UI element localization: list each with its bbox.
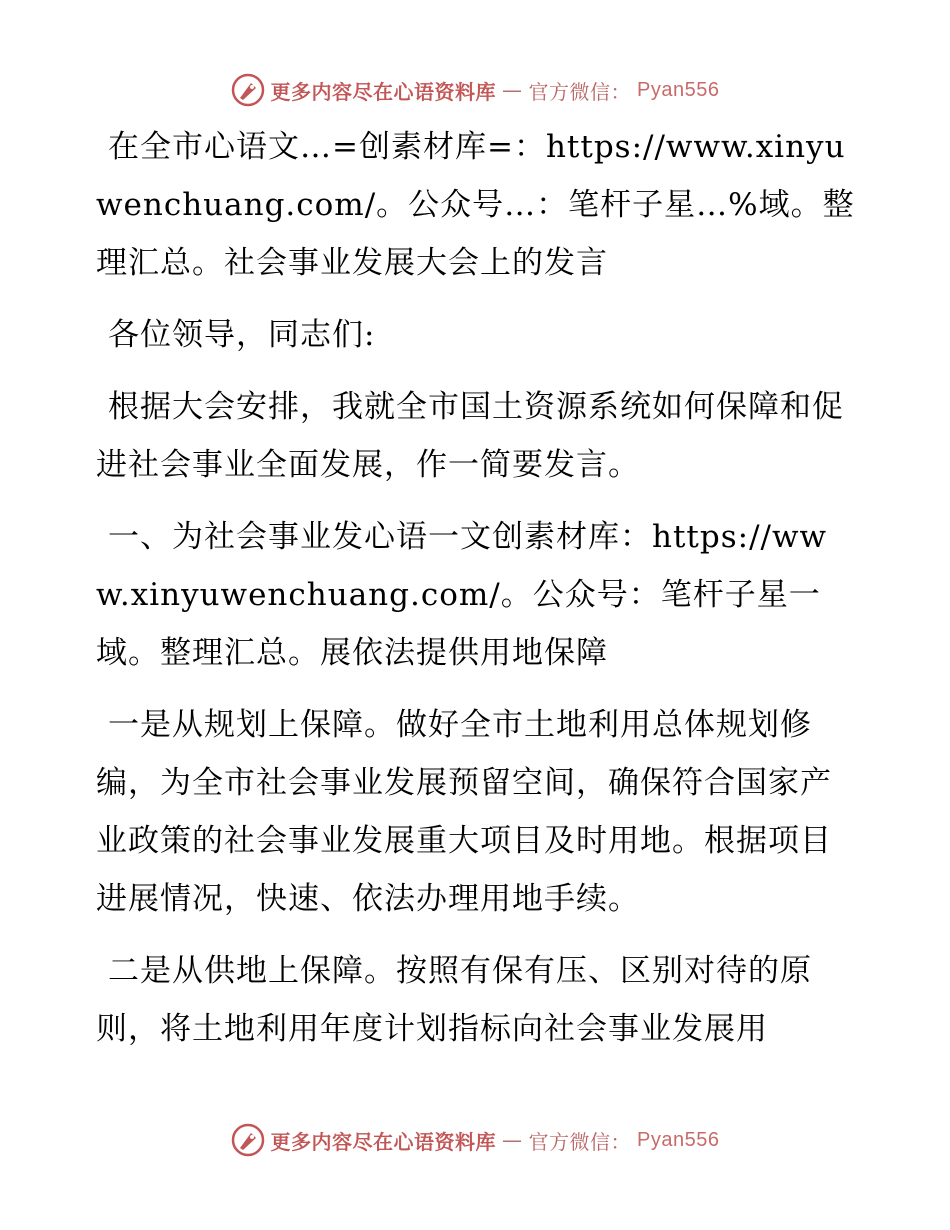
banner-dash: — — [502, 1128, 523, 1152]
banner-main-text: 更多内容尽在心语资料库 — [270, 1129, 497, 1154]
paragraph-point-one — [96, 696, 856, 928]
paragraph-intro — [96, 118, 856, 292]
paragraph-text: 一是从规划上保障。做好全市土地利用总体规划修编，为全市社会事业发展预留空间，确保符合国家产业政策的社会事业发展重大项目及时用地。根据项目进展情况，快速、依法办理用地手续。 — [96, 707, 832, 917]
paragraph-text: 根据大会安排，我就全市国土资源系统如何保障和促进社会事业全面发展，作一简要发言。 — [96, 389, 844, 483]
banner-dash: — — [502, 78, 523, 102]
paragraph-opening — [96, 378, 856, 494]
header-watermark-banner — [0, 70, 950, 110]
paragraph-text: 一、为社会事业发心语一文创素材库：https://www.xinyuwenchuang.com/。公众号：笔杆子星一域。整理汇总。展依法提供用地保障 — [96, 519, 828, 671]
banner-sub-text: 官方微信： — [528, 79, 632, 104]
paragraph-point-two — [96, 942, 856, 1058]
paragraph-section-one — [96, 508, 856, 682]
banner-main-text: 更多内容尽在心语资料库 — [270, 79, 497, 104]
paragraph-text: 各位领导，同志们: — [108, 317, 376, 353]
paragraph-salutation — [96, 306, 856, 364]
banner-wechat-id: Pyan556 — [637, 1128, 720, 1151]
paragraph-text: 在全市心语文…=创素材库=：https://www.xinyuwenchuang.com/。公众号…：笔杆子星…%域。整理汇总。社会事业发展大会上的发言 — [96, 129, 855, 281]
banner-wechat-id: Pyan556 — [637, 78, 720, 101]
banner-sub-text: 官方微信： — [528, 1129, 632, 1154]
pen-nib-logo-icon — [231, 73, 265, 107]
pen-nib-logo-icon — [231, 1123, 265, 1157]
paragraph-text: 二是从供地上保障。按照有保有压、区别对待的原则，将土地利用年度计划指标向社会事业发展用 — [96, 953, 812, 1047]
footer-watermark-banner — [0, 1120, 950, 1160]
document-body — [96, 118, 856, 1072]
